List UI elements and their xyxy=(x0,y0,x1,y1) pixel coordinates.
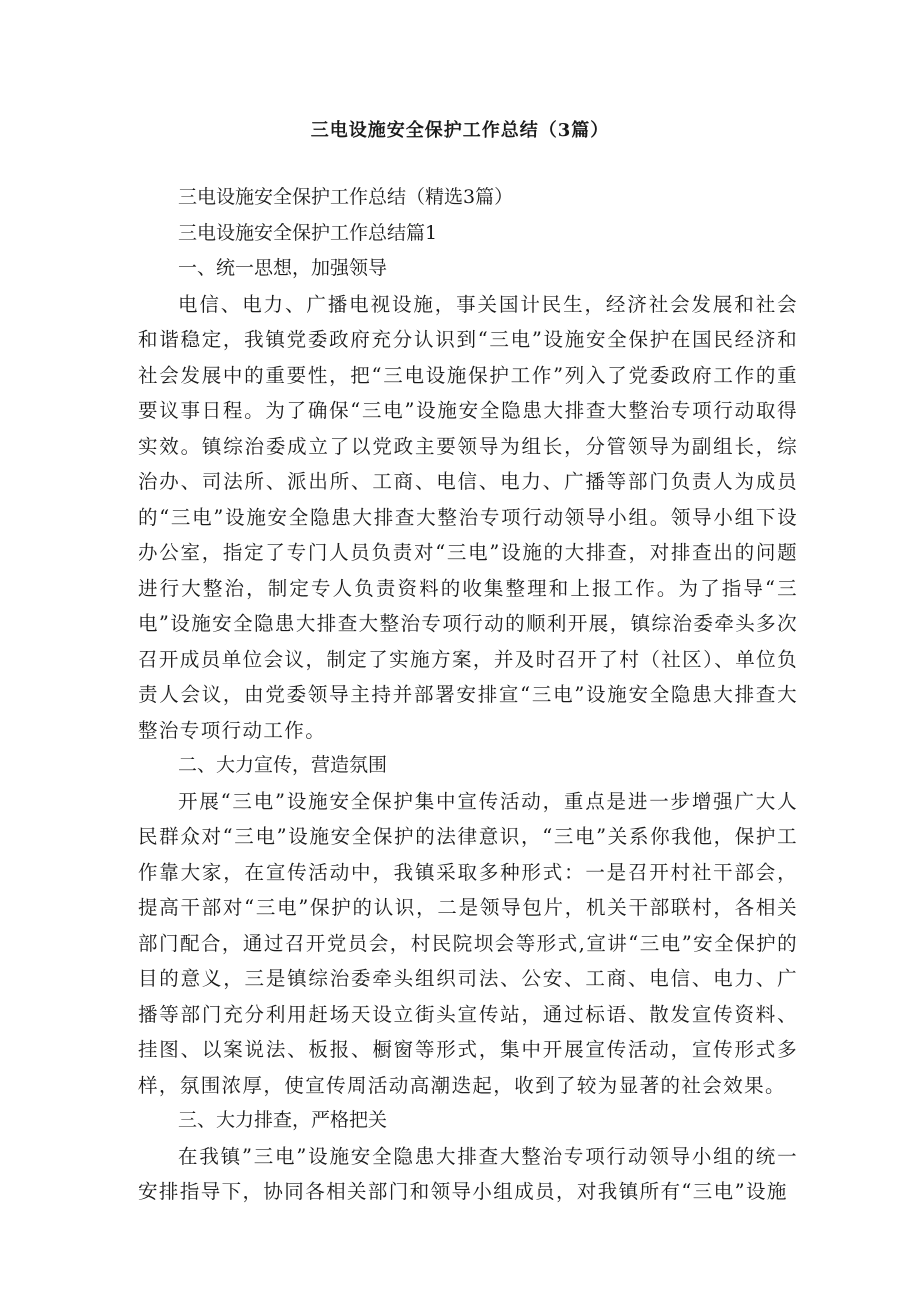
document-title: 三电设施安全保护工作总结（3篇） xyxy=(310,120,610,141)
section-heading-3: 三、大力排查，严格把关 xyxy=(178,1109,388,1131)
document-subtitle: 三电设施安全保护工作总结（精选3篇） xyxy=(178,186,514,208)
document-body xyxy=(138,180,798,1210)
section-body-2: 开展“三电”设施安全保护集中宣传活动，重点是进一步增强广大人民群众对“三电”设施安全保护的法律意识，“三电”关系你我他，保护工作靠大家，在宣传活动中，我镇采取多种形式：一是召开村社干部会，提高干部对“三电”保护的认识，二是领导包片，机关干部联村，各相关部门配合，通过召开党员会，村民院坝会等形式,宣讲“三电”安全保护的目的意义，三是镇综治委牵头组织司法、公安、工商、电信、电力、广播等部门充分利用赶场天设立街头宣传站，通过标语、散发宣传资料、挂图、以案说法、板报、橱窗等形式，集中开展宣传活动，宣传形式多样，氛围浓厚，使宣传周活动高潮迭起，收到了较为显著的社会效果。 xyxy=(138,789,798,1097)
section-heading-2: 二、大力宣传，营造氛围 xyxy=(178,754,388,776)
section-heading-1: 一、统一思想，加强领导 xyxy=(178,257,388,279)
section-body-3: 在我镇”三电”设施安全隐患大排查大整治专项行动领导小组的统一安排指导下，协同各相关部门和领导小组成员，对我镇所有“三电”设施 xyxy=(138,1144,798,1203)
section-body-1: 电信、电力、广播电视设施，事关国计民生，经济社会发展和社会和谐稳定，我镇党委政府充分认识到“三电”设施安全保护在国民经济和社会发展中的重要性，把“三电设施保护工作”列入了党委政府工作的重要议事日程。为了确保“三电”设施安全隐患大排查大整治专项行动取得实效。镇综治委成立了以党政主要领导为组长，分管领导为副组长，综治办、司法所、派出所、工商、电信、电力、广播等部门负责人为成员的“三电”设施安全隐患大排查大整治专项行动领导小组。领导小组下设办公室，指定了专门人员负责对“三电”设施的大排查，对排查出的问题进行大整治，制定专人负责资料的收集整理和上报工作。为了指导“三电”设施安全隐患大排查大整治专项行动的顺利开展，镇综治委牵头多次召开成员单位会议，制定了实施方案，并及时召开了村（社区）、单位负责人会议，由党委领导主持并部署安排宣“三电”设施安全隐患大排查大整治专项行动工作。 xyxy=(138,292,798,742)
article-heading: 三电设施安全保护工作总结篇1 xyxy=(178,221,438,244)
